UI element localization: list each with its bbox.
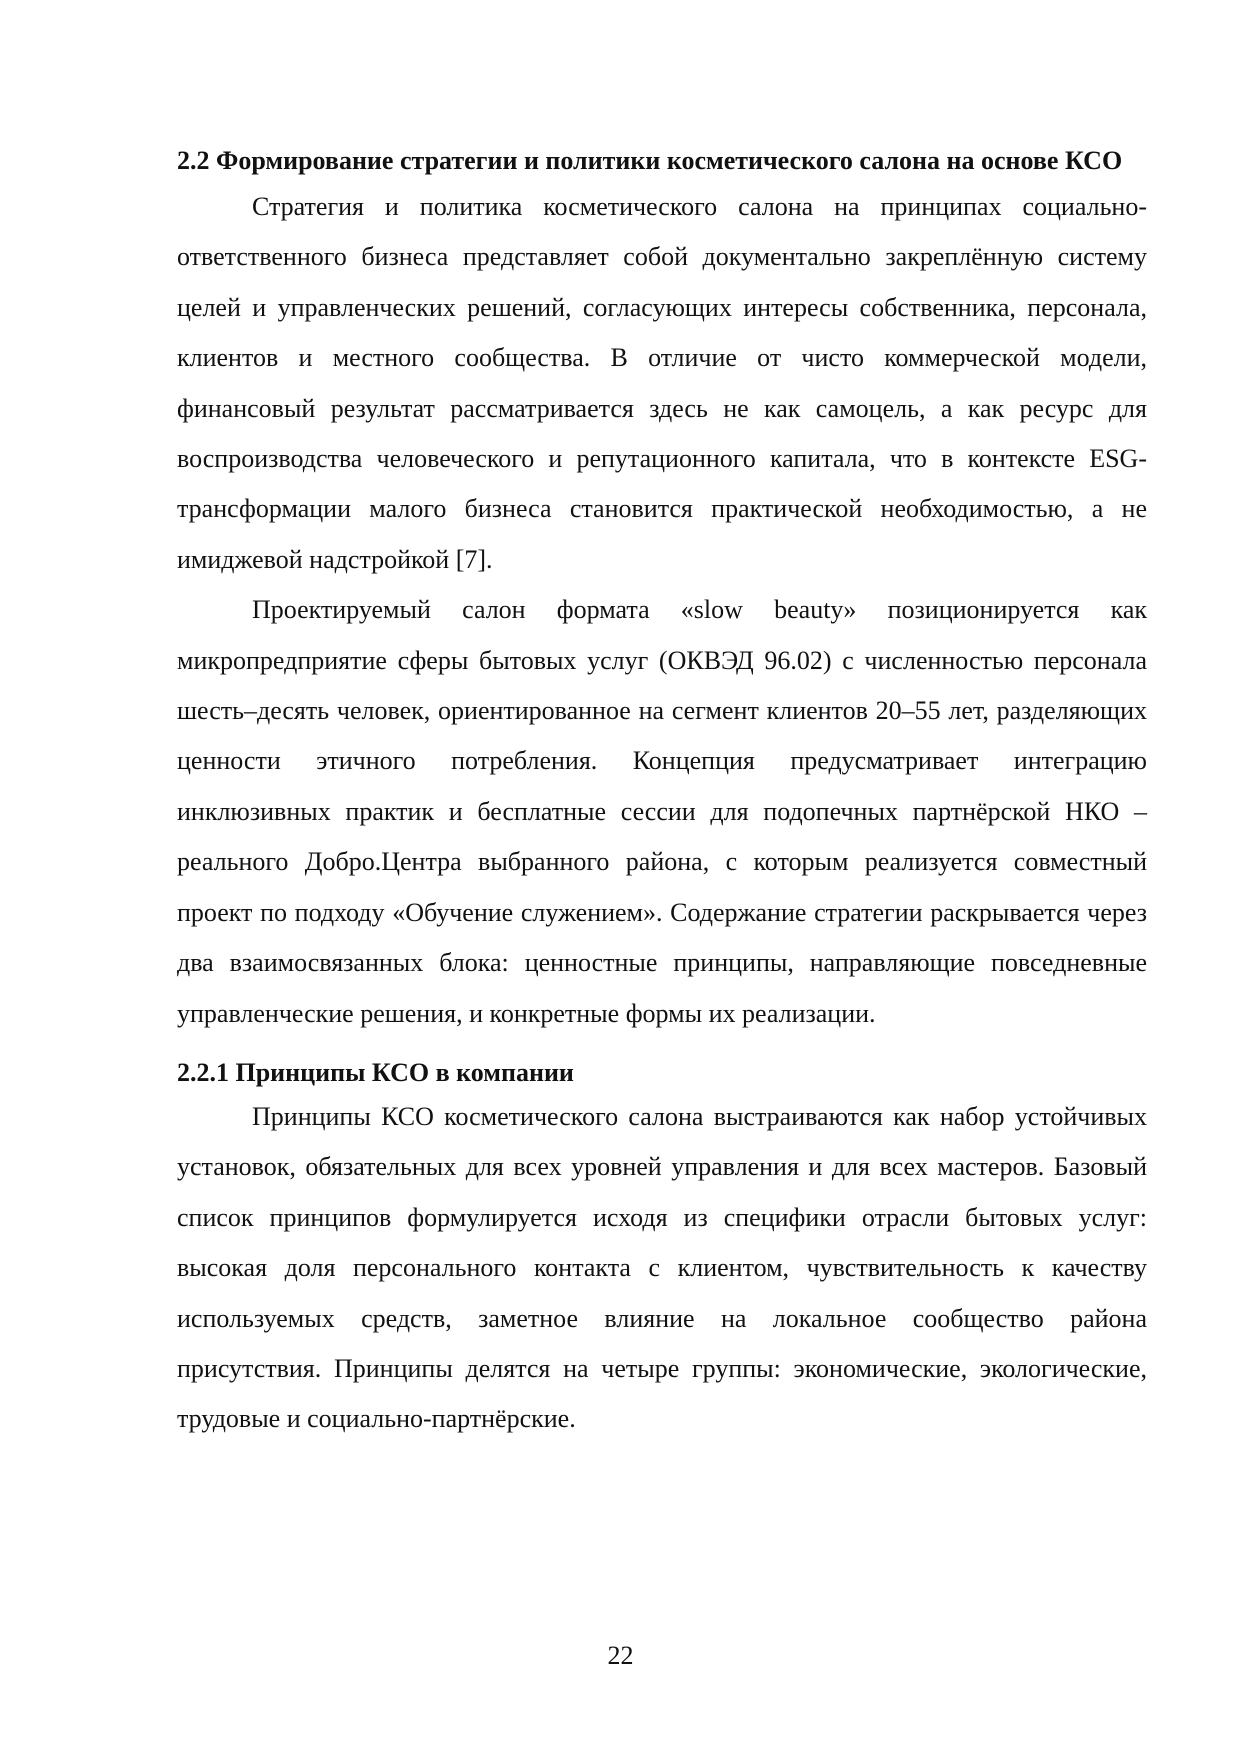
section-paragraph-2: Проектируемый салон формата «slow beauty» позиционируется как микропредприятие сферы бытовых услуг (ОКВЭД 96.02) с численностью персонала шесть–десять человек, ориентированное на сегмент клиентов 20–55 лет, разделяющих ценности этичного потребления. Концепция предусматривает интеграцию инклюзивных практик и бесплатные сессии для подопечных партнёрской НКО – реального Добро.Центра выбранного района, с которым реализуется совместный проект по подходу «Обучение служением». Содержание стратегии раскрывается через два взаимосвязанных блока: ценностные принципы, направляющие повседневные управленческие решения, и конкретные формы их реализации. <box>177 595 1147 1028</box>
spacer <box>177 1039 1147 1057</box>
section-paragraph-1: Стратегия и политика косметического салона на принципах социально-ответственного бизнеса представляет собой документально закреплённую систему целей и управленческих решений, согласующих интересы собственника, персонала, клиентов и местного сообщества. В отличие от чисто коммерческой модели, финансовый результат рассматривается здесь не как самоцель, а как ресурс для воспроизводства человеческого и репутационного капитала, что в контексте ESG-трансформации малого бизнеса становится практической необходимостью, а не имиджевой надстройкой [7]. <box>177 192 1147 574</box>
subsection-paragraph-1: Принципы КСО косметического салона выстраиваются как набор устойчивых установок, обязательных для всех уровней управления и для всех мастеров. Базовый список принципов формулируется исходя из специфики отрасли бытовых услуг: высокая доля персонального контакта с клиентом, чувствительность к качеству используемых средств, заметное влияние на локальное сообщество района присутствия. Принципы делятся на четыре группы: экономические, экологические, трудовые и социально-партнёрские. <box>177 1101 1147 1434</box>
subsection-heading: 2.2.1 Принципы КСО в компании <box>177 1057 574 1087</box>
page-content <box>177 145 1147 1445</box>
page-number: 22 <box>607 1641 634 1670</box>
section-heading: 2.2 Формирование стратегии и политики косметического салона на основе КСО <box>177 146 1123 175</box>
